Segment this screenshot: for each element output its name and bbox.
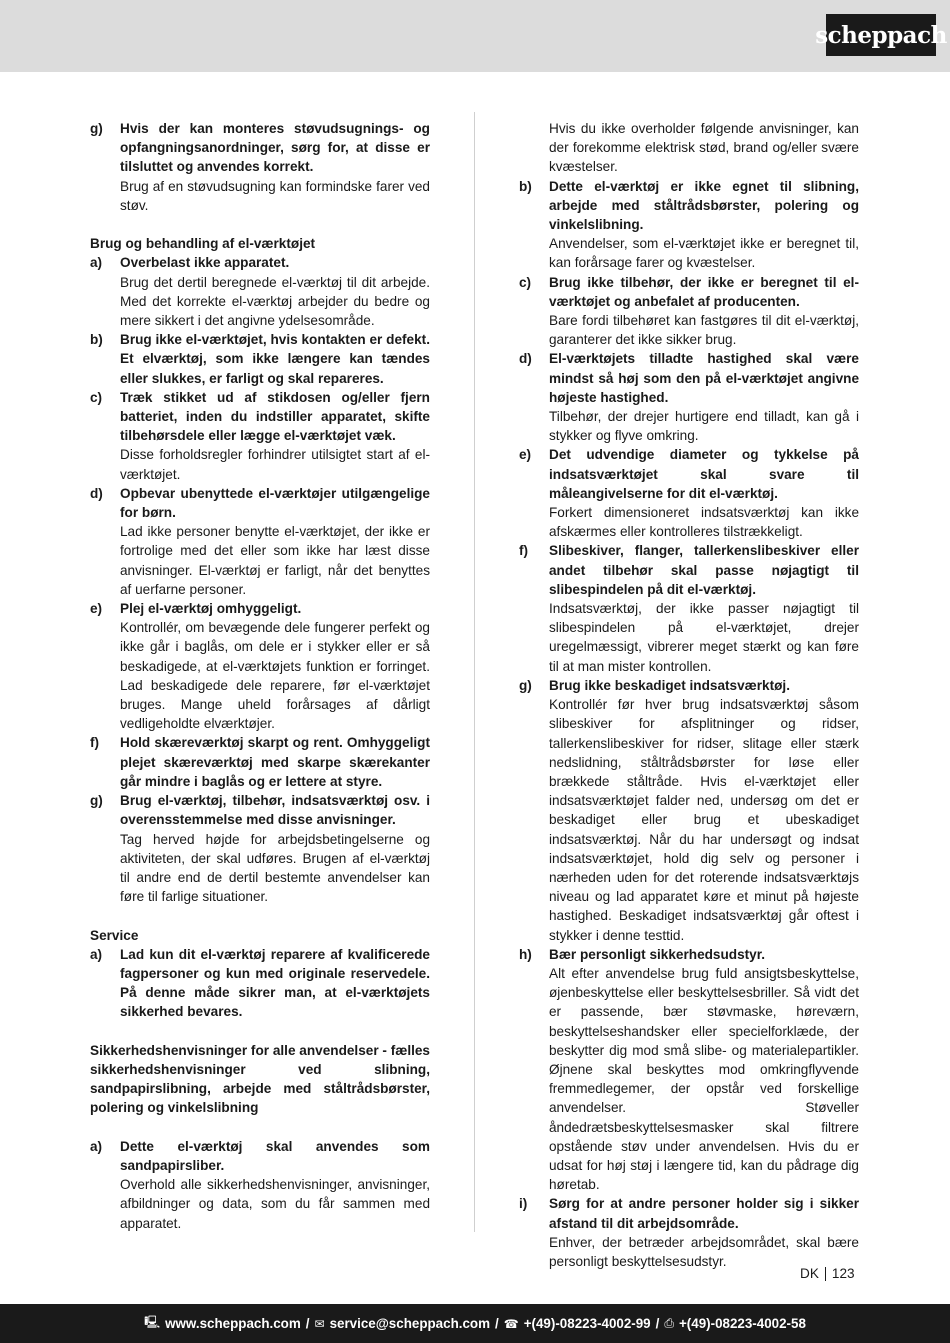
item-text: Tag herved højde for arbejdsbetingelserne og aktiviteten, der skal udføres. Brugen af el-værktøj til andre end de dertil bestemte anvendelser kan føre til farlige situationer. [120, 831, 430, 905]
item-letter: a) [90, 946, 103, 962]
item-heading: Dette el-værktøj er ikke egnet til slibning, arbejde med ståltrådsbørster, polering og vinkelslibning. [549, 178, 859, 233]
section-heading-service: Service [90, 927, 139, 943]
item-letter: b) [90, 332, 103, 348]
item-letter: c) [90, 389, 103, 405]
item-letter: f) [519, 543, 529, 559]
item-text: Indsatsværktøj, der ikke passer nøjagtigt til slibespindelen på el-værktøjet, drejer uregelmæssigt, vibrerer meget stærkt og kan føre til at man mister kontrollen. [549, 601, 859, 674]
item-letter: c) [519, 274, 532, 290]
list-item [90, 791, 430, 906]
item-letter: h) [519, 946, 532, 962]
computer-icon: 🖳 [144, 1315, 161, 1329]
list-item [519, 273, 859, 350]
list-item [519, 1194, 859, 1271]
item-heading: Overbelast ikke apparatet. [120, 255, 290, 271]
item-letter: g) [519, 677, 532, 693]
item-heading: El-værktøjets tilladte hastighed skal være mindst så høj som den på el-værktøjet angivne højeste hastighed. [549, 351, 859, 405]
list-item [90, 484, 430, 599]
list-item [519, 541, 859, 675]
list-item [90, 599, 430, 733]
section-heading-safety: Sikkerhedshenvisninger for alle anvendelser - fælles sikkerhedshenvisninger ved slibning, sandpapirslibning, arbejde med ståltrådsbørster, polering og vinkelslibning [90, 1042, 430, 1116]
list-item [90, 119, 430, 215]
item-text: Alt efter anvendelse brug fuld ansigtsbeskyttelse, øjenbeskyttelse eller beskyttelsesbriller. Så vidt det er passende, bær støvmaske, høreværn, beskyttelseshandsker eller specielforklæde, der beskytter dig mod små slibe- og materialepartikler. Øjnene skal beskyttes mod omkringflyvende fremmedlegemer, der opstår ved forskellige anvendelser. Støveller åndedrætsbeskyttelsesmasker skal filtrere opstående støv under anvendelsen. Hvis du er udsat for høj støj i længere tid, kan du pådrage dig høretab. [549, 965, 859, 1193]
item-letter: a) [90, 255, 103, 271]
list-item [519, 676, 859, 945]
item-text: Lad ikke personer benytte el-værktøjet, der ikke er fortrolige med det eller som ikke har læst disse anvisninger. El-værktøj er farligt, når det benyttes af uerfarne personer. [120, 524, 430, 597]
item-heading: Det udvendige diameter og tykkelse på indsatsværktøjet skal svare til måleangivelserne for dit el-værktøj. [549, 447, 859, 501]
envelope-icon: ✉ [314, 1316, 325, 1331]
list-item [519, 349, 859, 445]
page-separator [825, 1267, 826, 1281]
footer-bar: 🖳 www.scheppach.com / ✉ service@scheppach.com / ☎ +(49)-08223-4002-99 / ⎙ +(49)-08223-4002-58 [0, 1304, 950, 1343]
page-number-value: 123 [831, 1266, 855, 1281]
item-letter: b) [519, 178, 532, 194]
item-letter: a) [90, 1138, 103, 1154]
item-text: Brug af en støvudsugning kan formindske farer ved støv. [120, 178, 430, 213]
item-text: Disse forholdsregler forhindrer utilsigtet start af el-værktøjet. [120, 447, 430, 482]
header-bar [0, 0, 950, 72]
item-text: Kontrollér før hver brug indsatsværktøj såsom slibeskiver for afsplitninger og ridser, tallerkenslibeskiver for ridser, slitage eller stærk nedslidning, ståltrådsbørster for løse eller brækkede ståltråde. Hvis el-værktøjet eller indsatsværktøjet falder ned, undersøg om det er beskadiget eller brug et ubeskadiget indsatsværktøj. Når du har undersøgt og indsat indsatsværktøjet, hold dig selv og personer i nærheden uden for det roterende indsatsværktøjs niveau og lad apparatet køre et minut på højeste hastighed. Beskadiget indsatsværktøj går oftest i stykker i denne testtid. [549, 697, 859, 943]
item-heading: Bær personligt sikkerhedsudstyr. [549, 946, 766, 962]
column-divider [474, 112, 475, 1232]
list-item [519, 445, 859, 541]
footer-website[interactable]: www.scheppach.com [165, 1316, 301, 1331]
right-column [519, 119, 859, 1271]
list-item [519, 945, 859, 1195]
list-item [90, 1137, 430, 1233]
item-heading: Brug ikke tilbehør, der ikke er beregnet til el-værktøjet og anbefalet af producenten. [549, 274, 859, 309]
item-text: Forkert dimensioneret indsatsværktøj kan ikke afskærmes eller kontrolleres tilstrækkeligt. [549, 505, 859, 540]
item-heading: Dette el-værktøj skal anvendes som sandpapirsliber. [120, 1138, 430, 1173]
item-letter: e) [90, 601, 103, 617]
list-item [90, 388, 430, 484]
list-item [519, 177, 859, 273]
brand-logo: scheppach [826, 14, 936, 56]
item-heading: Brug el-værktøj, tilbehør, indsatsværktøj osv. i overensstemmelse med disse anvisninger. [120, 793, 430, 828]
section-heading-use: Brug og behandling af el-værktøjet [90, 236, 316, 252]
left-column [90, 119, 430, 1233]
footer-phone: +(49)-08223-4002-99 [523, 1316, 651, 1331]
page-number [800, 1264, 855, 1284]
item-letter: f) [90, 735, 100, 751]
list-item [90, 945, 430, 1022]
fax-icon: ⎙ [664, 1316, 674, 1330]
list-item [90, 330, 430, 388]
item-text: Bare fordi tilbehøret kan fastgøres til dit el-værktøj, garanterer det ikke sikker brug. [549, 313, 859, 348]
item-letter: g) [90, 793, 103, 809]
item-heading: Slibeskiver, flanger, tallerkenslibeskiver eller andet tilbehør skal passe nøjagtigt til slibespindelen på dit el-værktøj. [549, 543, 859, 597]
item-heading: Brug ikke el-værktøjet, hvis kontakten er defekt. Et elværktøj, som ikke længere kan tændes eller slukkes, er farligt og skal repareres. [120, 332, 430, 386]
item-letter: i) [519, 1196, 528, 1212]
item-letter: e) [519, 447, 532, 463]
item-heading: Opbevar ubenyttede el-værktøjer utilgængelige for børn. [120, 485, 430, 521]
item-letter: d) [519, 351, 532, 367]
footer-email[interactable]: service@scheppach.com [329, 1316, 491, 1331]
list-item [90, 253, 430, 330]
item-heading: Sørg for at andre personer holder sig i sikker afstand til dit arbejdsområde. [549, 1196, 859, 1231]
item-heading: Hvis der kan monteres støvudsugnings- og opfangningsanordninger, sørg for, at disse er tilsluttet og anvendes korrekt. [120, 121, 430, 175]
item-letter: g) [90, 121, 103, 136]
item-text: Hvis du ikke overholder følgende anvisninger, kan der forekomme elektrisk stød, brand og/eller svære kvæstelser. [549, 121, 859, 175]
safety-list [90, 1137, 430, 1233]
item-text: Brug det dertil beregnede el-værktøj til dit arbejde. Med det korrekte el-værktøj arbejder du bedre og mere sikkert i det angivne ydelsesområde. [120, 274, 430, 329]
item-heading: Lad kun dit el-værktøj reparere af kvalificerede fagpersoner og kun med originale reservedele. På denne måde sikrer man, at el-værktøjets sikkerhed bevares. [120, 946, 430, 1020]
language-code: DK [800, 1266, 819, 1281]
list-item [90, 733, 430, 791]
item-heading: Brug ikke beskadiget indsatsværktøj. [549, 677, 790, 693]
footer-fax: +(49)-08223-4002-58 [678, 1316, 806, 1331]
item-heading: Træk stikket ud af stikdosen og/eller fjern batteriet, inden du indstiller apparatet, skifte tilbehørsdele eller lægge el-værktøjet væk. [120, 389, 430, 444]
item-heading: Plej el-værktøj omhyggeligt. [120, 601, 302, 617]
phone-icon: ☎ [503, 1316, 519, 1331]
item-text: Kontrollér, om bevægende dele fungerer perfekt og ikke går i baglås, om dele er i stykker eller er så beskadigede, at el-værktøjets funktion er forringet. Lad beskadigede dele reparere, før el-værktøjet bruges. Mange uheld forårsages af dårligt vedligeholdte elværktøjer. [120, 620, 430, 732]
item-heading: Hold skæreværktøj skarpt og rent. Omhyggeligt plejet skæreværktøj med skarpe skærekanter går mindre i baglås og er lettere at styre. [120, 735, 430, 789]
item-letter: d) [90, 485, 103, 501]
item-text: Overhold alle sikkerhedshenvisninger, anvisninger, afbildninger og data, som du får sammen med apparatet. [120, 1177, 430, 1231]
list-item [519, 119, 859, 177]
item-text: Anvendelser, som el-værktøjet ikke er beregnet til, kan forårsage farer og kvæstelser. [549, 236, 859, 271]
use-list [90, 253, 430, 906]
item-text: Tilbehør, der drejer hurtigere end tilladt, kan gå i stykker og flyve omkring. [549, 409, 859, 444]
service-list [90, 945, 430, 1022]
item-text: Enhver, der betræder arbejdsområdet, skal bære personligt beskyttelsesudstyr. [549, 1234, 859, 1269]
right-list [519, 177, 859, 1272]
